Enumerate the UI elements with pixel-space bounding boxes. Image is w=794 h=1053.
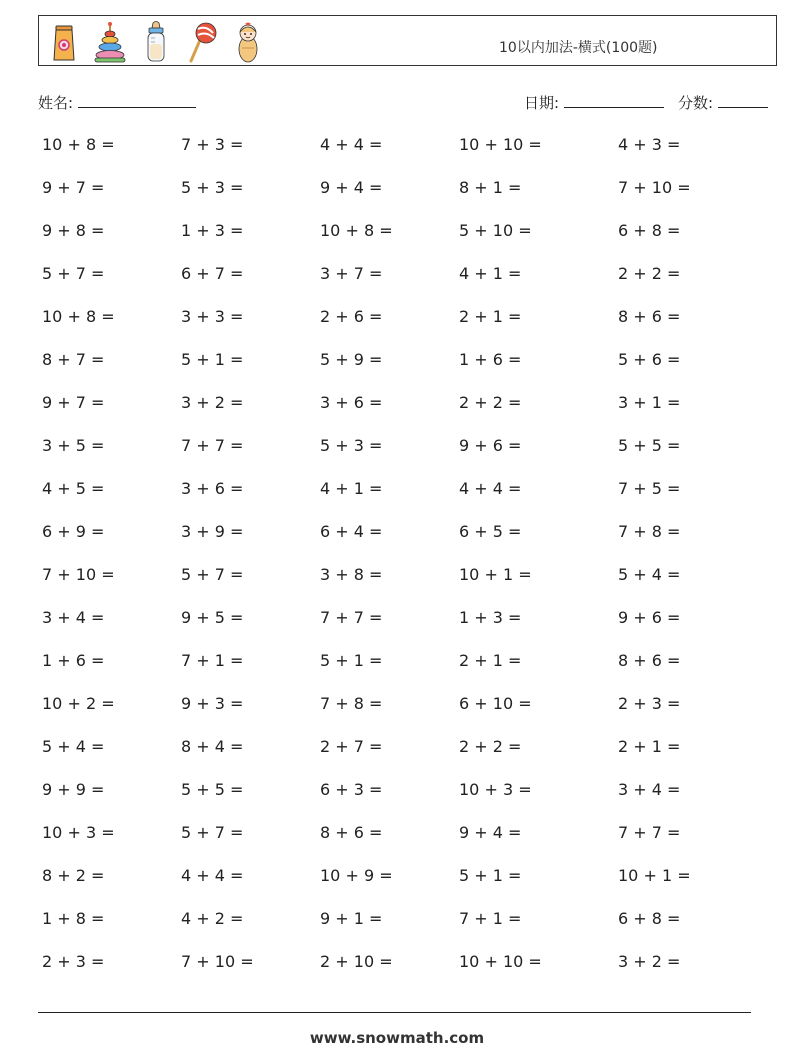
problem-item: 10 + 10 = bbox=[459, 135, 542, 154]
problem-item: 3 + 7 = bbox=[320, 264, 383, 283]
problem-item: 3 + 4 = bbox=[618, 780, 681, 799]
problem-item: 6 + 3 = bbox=[320, 780, 383, 799]
problem-item: 6 + 8 = bbox=[618, 221, 681, 240]
problem-item: 1 + 3 = bbox=[459, 608, 522, 627]
date-label: 日期: bbox=[524, 94, 560, 112]
problem-item: 4 + 2 = bbox=[181, 909, 244, 928]
problem-item: 2 + 1 = bbox=[618, 737, 681, 756]
problem-item: 8 + 1 = bbox=[459, 178, 522, 197]
problem-item: 5 + 3 = bbox=[320, 436, 383, 455]
problem-item: 2 + 7 = bbox=[320, 737, 383, 756]
problem-item: 9 + 4 = bbox=[320, 178, 383, 197]
problem-item: 8 + 7 = bbox=[42, 350, 105, 369]
problem-item: 6 + 5 = bbox=[459, 522, 522, 541]
problem-item: 2 + 2 = bbox=[459, 393, 522, 412]
footer-divider bbox=[38, 1012, 751, 1013]
problem-item: 9 + 4 = bbox=[459, 823, 522, 842]
date-field bbox=[524, 92, 664, 113]
problem-item: 7 + 10 = bbox=[181, 952, 254, 971]
problem-item: 7 + 7 = bbox=[181, 436, 244, 455]
problem-item: 7 + 1 = bbox=[181, 651, 244, 670]
problem-item: 10 + 8 = bbox=[320, 221, 393, 240]
problem-item: 9 + 8 = bbox=[42, 221, 105, 240]
problem-item: 5 + 3 = bbox=[181, 178, 244, 197]
problem-item: 7 + 7 = bbox=[320, 608, 383, 627]
problem-item: 9 + 3 = bbox=[181, 694, 244, 713]
problem-item: 10 + 8 = bbox=[42, 307, 115, 326]
problem-item: 10 + 2 = bbox=[42, 694, 115, 713]
problem-item: 4 + 4 = bbox=[181, 866, 244, 885]
problem-item: 7 + 8 = bbox=[618, 522, 681, 541]
problem-item: 6 + 10 = bbox=[459, 694, 532, 713]
problem-item: 1 + 8 = bbox=[42, 909, 105, 928]
problem-item: 5 + 7 = bbox=[42, 264, 105, 283]
problem-item: 5 + 7 = bbox=[181, 823, 244, 842]
header-box bbox=[38, 15, 777, 66]
problem-item: 4 + 5 = bbox=[42, 479, 105, 498]
problem-item: 10 + 1 = bbox=[459, 565, 532, 584]
problem-item: 2 + 6 = bbox=[320, 307, 383, 326]
problem-item: 5 + 9 = bbox=[320, 350, 383, 369]
problem-item: 7 + 8 = bbox=[320, 694, 383, 713]
problem-item: 6 + 8 = bbox=[618, 909, 681, 928]
problem-item: 7 + 10 = bbox=[42, 565, 115, 584]
problem-item: 9 + 6 = bbox=[459, 436, 522, 455]
problem-item: 3 + 2 = bbox=[181, 393, 244, 412]
footer-website: www.snowmath.com bbox=[309, 1029, 485, 1047]
worksheet-title: 10以内加法-横式(100题) bbox=[499, 40, 658, 56]
problem-item: 5 + 5 = bbox=[618, 436, 681, 455]
score-label: 分数: bbox=[678, 94, 714, 112]
problem-item: 2 + 10 = bbox=[320, 952, 393, 971]
problem-item: 2 + 2 = bbox=[459, 737, 522, 756]
problem-item: 3 + 6 = bbox=[320, 393, 383, 412]
name-label: 姓名: bbox=[38, 94, 74, 112]
problem-item: 4 + 1 = bbox=[320, 479, 383, 498]
swaddled-baby-icon bbox=[231, 20, 265, 64]
problem-item: 4 + 4 = bbox=[320, 135, 383, 154]
problem-item: 5 + 10 = bbox=[459, 221, 532, 240]
ring-stacker-icon bbox=[93, 20, 127, 64]
problem-item: 3 + 6 = bbox=[181, 479, 244, 498]
icon-strip bbox=[47, 20, 265, 64]
problem-item: 3 + 1 = bbox=[618, 393, 681, 412]
problem-item: 1 + 6 = bbox=[42, 651, 105, 670]
problem-item: 5 + 1 = bbox=[181, 350, 244, 369]
name-field bbox=[38, 92, 196, 113]
problem-item: 8 + 6 = bbox=[618, 651, 681, 670]
problem-item: 3 + 5 = bbox=[42, 436, 105, 455]
problem-item: 3 + 8 = bbox=[320, 565, 383, 584]
problem-item: 9 + 1 = bbox=[320, 909, 383, 928]
problem-item: 9 + 6 = bbox=[618, 608, 681, 627]
problem-item: 10 + 8 = bbox=[42, 135, 115, 154]
problem-item: 7 + 10 = bbox=[618, 178, 691, 197]
problem-item: 5 + 5 = bbox=[181, 780, 244, 799]
problem-item: 10 + 10 = bbox=[459, 952, 542, 971]
problem-item: 8 + 4 = bbox=[181, 737, 244, 756]
problem-item: 7 + 1 = bbox=[459, 909, 522, 928]
problem-item: 5 + 4 = bbox=[618, 565, 681, 584]
score-blank[interactable] bbox=[718, 93, 768, 108]
problem-item: 4 + 1 = bbox=[459, 264, 522, 283]
problem-item: 6 + 4 = bbox=[320, 522, 383, 541]
name-blank[interactable] bbox=[78, 93, 196, 108]
problem-item: 8 + 6 = bbox=[320, 823, 383, 842]
problem-item: 5 + 4 = bbox=[42, 737, 105, 756]
problem-item: 7 + 5 = bbox=[618, 479, 681, 498]
problem-item: 9 + 7 = bbox=[42, 393, 105, 412]
problem-item: 2 + 3 = bbox=[42, 952, 105, 971]
problem-item: 7 + 7 = bbox=[618, 823, 681, 842]
problem-item: 3 + 3 = bbox=[181, 307, 244, 326]
problem-item: 8 + 2 = bbox=[42, 866, 105, 885]
problem-item: 8 + 6 = bbox=[618, 307, 681, 326]
problem-item: 6 + 9 = bbox=[42, 522, 105, 541]
problem-item: 5 + 1 = bbox=[320, 651, 383, 670]
problem-item: 3 + 9 = bbox=[181, 522, 244, 541]
problem-item: 1 + 3 = bbox=[181, 221, 244, 240]
problem-item: 3 + 2 = bbox=[618, 952, 681, 971]
problem-item: 2 + 1 = bbox=[459, 307, 522, 326]
problem-item: 6 + 7 = bbox=[181, 264, 244, 283]
problem-item: 4 + 3 = bbox=[618, 135, 681, 154]
problem-item: 3 + 4 = bbox=[42, 608, 105, 627]
problem-item: 5 + 7 = bbox=[181, 565, 244, 584]
problem-item: 2 + 1 = bbox=[459, 651, 522, 670]
problem-item: 5 + 6 = bbox=[618, 350, 681, 369]
problem-item: 10 + 9 = bbox=[320, 866, 393, 885]
lollipop-icon bbox=[185, 20, 219, 64]
problem-item: 10 + 3 = bbox=[459, 780, 532, 799]
date-blank[interactable] bbox=[564, 93, 664, 108]
problem-item: 9 + 9 = bbox=[42, 780, 105, 799]
problem-item: 7 + 3 = bbox=[181, 135, 244, 154]
score-field bbox=[678, 92, 768, 113]
problem-item: 10 + 3 = bbox=[42, 823, 115, 842]
problem-item: 5 + 1 = bbox=[459, 866, 522, 885]
problem-item: 9 + 5 = bbox=[181, 608, 244, 627]
problem-item: 9 + 7 = bbox=[42, 178, 105, 197]
problem-item: 2 + 2 = bbox=[618, 264, 681, 283]
baby-bottle-icon bbox=[139, 20, 173, 64]
problem-item: 1 + 6 = bbox=[459, 350, 522, 369]
problem-item: 4 + 4 = bbox=[459, 479, 522, 498]
toy-cup-icon bbox=[47, 20, 81, 64]
problem-item: 2 + 3 = bbox=[618, 694, 681, 713]
problem-item: 10 + 1 = bbox=[618, 866, 691, 885]
